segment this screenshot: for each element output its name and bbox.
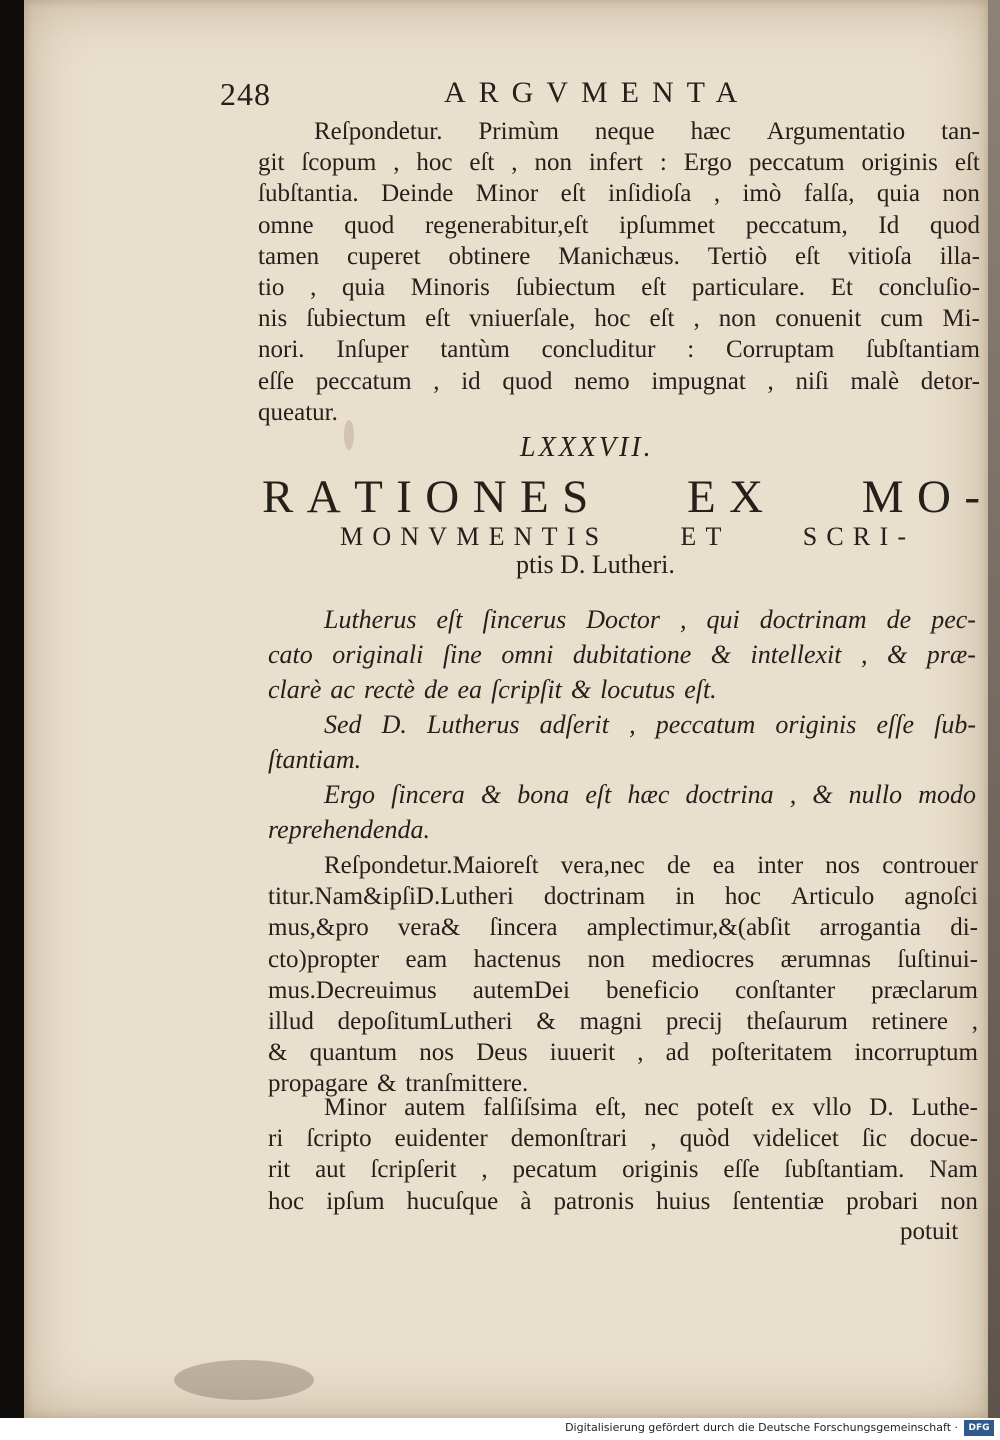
word: Id: [878, 211, 900, 239]
word: hoc: [594, 305, 631, 333]
word: peccatum,: [745, 211, 848, 239]
text-line: [268, 1006, 978, 1037]
word: &: [887, 640, 908, 669]
word: eſt: [954, 149, 980, 177]
section-title-line-3: ptis D. Lutheri.: [516, 550, 675, 579]
word: magni: [579, 1007, 643, 1035]
word: cto)propter: [268, 945, 380, 973]
word: ,: [693, 305, 700, 333]
word: euidenter: [394, 1125, 488, 1153]
word: originis: [622, 1156, 699, 1184]
word: ſic: [861, 1125, 887, 1153]
title-word: M O -: [861, 471, 982, 523]
text-line: [268, 777, 976, 812]
word: Sed: [324, 710, 362, 739]
word: modo: [918, 780, 976, 809]
word: Articulo: [790, 883, 875, 911]
text-line: [258, 178, 980, 209]
word: videlicet: [752, 1125, 839, 1153]
text-line: [268, 1123, 978, 1154]
word: nis: [258, 305, 288, 333]
text-line: [258, 272, 980, 303]
word: detor-: [920, 367, 980, 395]
word: ſcopum: [301, 149, 377, 177]
word: ,: [861, 640, 868, 669]
word: Manichæus.: [558, 242, 680, 270]
word: peccatum: [748, 149, 845, 177]
section-number: LXXXVII.: [520, 432, 654, 463]
word: ,: [650, 1125, 657, 1153]
word: Ergo: [683, 149, 732, 177]
word: infert: [588, 149, 643, 177]
word: qui: [706, 605, 740, 634]
word: ſub-: [934, 710, 976, 739]
word: ,: [310, 273, 317, 301]
word: ,: [433, 367, 440, 395]
word: poſteritatem: [711, 1039, 833, 1067]
word: vniuerſale,: [469, 305, 576, 333]
word: ,: [481, 1156, 488, 1184]
word: ,: [393, 149, 400, 177]
word: ea: [457, 675, 483, 704]
scan-left-border: [0, 0, 24, 1418]
word: arrogantia: [819, 914, 922, 942]
word: ,: [767, 367, 774, 395]
text-line: [268, 707, 976, 742]
text-line: [268, 850, 978, 881]
text-line: [258, 241, 980, 272]
word: tranſmittere.: [405, 1070, 529, 1098]
word: ri: [268, 1125, 284, 1153]
text-line: [258, 334, 980, 365]
word: eam: [405, 945, 448, 973]
word: non: [587, 945, 626, 973]
word: ,: [971, 1007, 978, 1035]
word: regenerabitur,eſt: [424, 211, 589, 239]
word: eſſe: [258, 367, 295, 395]
word: dubitatione: [572, 640, 692, 669]
word: probari: [846, 1187, 919, 1215]
word: pec-: [931, 605, 976, 634]
word: quod: [502, 367, 553, 395]
word: ſententiæ: [732, 1187, 825, 1215]
word: inſidioſa: [608, 180, 692, 208]
word: demonſtrari: [510, 1125, 628, 1153]
word: vera&: [397, 914, 461, 942]
word: &: [376, 1070, 397, 1098]
dfg-logo: DFG: [964, 1420, 994, 1436]
word: queatur.: [258, 398, 338, 426]
word: ſuſtinui-: [897, 945, 978, 973]
word: Nam: [929, 1156, 978, 1184]
word: omni: [501, 640, 554, 669]
title-word: R A T I O N E S: [262, 471, 591, 523]
word: doctrinam: [759, 605, 867, 634]
word: intellexit: [750, 640, 842, 669]
word: tan-: [941, 118, 980, 145]
word: ſubiectum: [306, 305, 407, 333]
word: nos: [419, 1039, 455, 1067]
word: impugnat: [651, 367, 746, 395]
word: bona: [517, 780, 570, 809]
word: &: [268, 1039, 288, 1067]
word: autemDei: [472, 976, 570, 1004]
word: controuer: [882, 852, 978, 879]
running-head: [220, 76, 960, 116]
word: Ergo: [324, 780, 376, 809]
word: adſerit: [539, 710, 609, 739]
word: ſine: [442, 640, 482, 669]
word: :: [687, 336, 695, 364]
word: ,: [713, 180, 721, 208]
word: ,: [789, 780, 797, 809]
word: ſincera: [489, 914, 558, 942]
word: poteſt: [696, 1094, 754, 1121]
word: originis: [775, 710, 857, 739]
word: Reſpondetur.Maioreſt: [324, 852, 539, 879]
word: eſt: [794, 242, 820, 270]
word: ſubſtantiam.: [784, 1156, 905, 1184]
word: eſt: [585, 780, 612, 809]
page-stain: [174, 1360, 314, 1400]
word: titur.Nam&ipſiD.Lutheri: [268, 883, 514, 911]
text-line: [268, 672, 976, 707]
word: :: [659, 149, 667, 177]
word: nullo: [848, 780, 903, 809]
word: beneficio: [606, 976, 700, 1004]
word: hoc: [416, 149, 453, 177]
word: ſubſtantia.: [258, 180, 359, 208]
word: omne: [258, 211, 314, 239]
word: falſiſsima: [483, 1094, 578, 1121]
word: particulare.: [691, 273, 806, 301]
word: præclarum: [871, 976, 978, 1004]
word: ex: [771, 1094, 795, 1121]
word: concluditur: [541, 336, 656, 364]
text-line: [258, 366, 980, 397]
word: git: [258, 149, 285, 177]
word: Argumentatio: [766, 118, 906, 145]
word: malè: [850, 367, 900, 395]
word: ea: [712, 852, 735, 879]
text-line: [268, 1186, 978, 1217]
footer-credit: Digitalisierung gefördert durch die Deutsche Forschungsgemeinschaft ·: [565, 1421, 958, 1434]
word: reprehendenda.: [268, 815, 430, 844]
word: Minoris: [410, 273, 490, 301]
word: id: [461, 367, 481, 395]
word: ſubſtantiam: [866, 336, 980, 364]
word: huius: [656, 1187, 711, 1215]
word: Et: [830, 273, 853, 301]
text-line: [268, 944, 978, 975]
word: di-: [950, 914, 978, 942]
word: Inſuper: [336, 336, 409, 364]
digitization-footer: [0, 1418, 1000, 1440]
word: ærumnas: [780, 945, 871, 973]
scan-right-border: [988, 0, 1000, 1418]
word: ſcripſerit: [370, 1156, 457, 1184]
word: tamen: [258, 242, 320, 270]
word: quod: [929, 211, 980, 239]
text-line: [258, 210, 980, 241]
syllogism: [268, 602, 976, 847]
word: agnoſci: [904, 883, 978, 911]
word: de: [666, 852, 691, 879]
title-word: E X: [686, 471, 766, 523]
word: ſincera: [391, 780, 465, 809]
text-line: [258, 397, 980, 428]
word: Deus: [476, 1039, 528, 1067]
word: Mi-: [942, 305, 980, 333]
word: amplectimur,&(abſit: [586, 914, 791, 942]
word: conuenit: [775, 305, 862, 333]
word: pecatum: [512, 1156, 598, 1184]
word: cum: [880, 305, 924, 333]
word: retinere: [871, 1007, 948, 1035]
word: theſaurum: [746, 1007, 848, 1035]
word: de: [423, 675, 449, 704]
word: nemo: [574, 367, 630, 395]
word: hoc: [724, 883, 761, 911]
word: illud: [268, 1007, 314, 1035]
catchword: potuit: [900, 1218, 959, 1245]
word: non: [718, 305, 757, 333]
word: Lutherus: [427, 710, 520, 739]
word: de: [886, 605, 912, 634]
text-line: [258, 303, 980, 334]
word: ,: [637, 1039, 644, 1067]
text-line: [268, 912, 978, 943]
word: quòd: [679, 1125, 730, 1153]
word: mediocres: [651, 945, 755, 973]
text-line: [268, 881, 978, 912]
paragraph-2: [268, 850, 978, 1100]
word: Minor: [475, 180, 539, 208]
word: originali: [332, 640, 424, 669]
word: concluſio-: [878, 273, 980, 301]
word: iuuerit: [549, 1039, 616, 1067]
text-line: [258, 147, 980, 178]
word: ,: [511, 149, 518, 177]
word: tio: [258, 273, 285, 301]
word: inter: [757, 852, 804, 879]
word: Tertiò: [707, 242, 768, 270]
word: ſincerus: [482, 605, 567, 634]
text-line: [258, 116, 980, 147]
word: præ-: [926, 640, 976, 669]
word: Minor: [324, 1094, 387, 1121]
word: hæc: [690, 118, 731, 145]
text-line: [268, 975, 978, 1006]
text-line: [268, 602, 976, 637]
word: Corruptam: [725, 336, 835, 364]
word: obtinere: [448, 242, 531, 270]
text-line: [268, 1037, 978, 1068]
word: &: [480, 780, 502, 809]
word: depoſitumLutheri: [337, 1007, 513, 1035]
word: &: [812, 780, 833, 809]
word: ,: [629, 710, 636, 739]
word: nori.: [258, 336, 305, 364]
word: hactenus: [473, 945, 562, 973]
word: autem: [404, 1094, 466, 1121]
text-line: [268, 637, 976, 672]
word: vera,nec: [560, 852, 645, 879]
title-word: M O N V M E N T I S: [340, 522, 602, 551]
text-line: [268, 812, 976, 847]
word: ad: [665, 1039, 690, 1067]
word: originis: [861, 149, 938, 177]
word: incorruptum: [854, 1039, 978, 1067]
word: non: [942, 180, 980, 208]
word: &: [570, 675, 592, 704]
word: &: [710, 640, 732, 669]
word: D.: [869, 1094, 894, 1121]
word: eſt: [469, 149, 495, 177]
word: falſa,: [803, 180, 855, 208]
word: peccatum: [655, 710, 756, 739]
word: quod: [344, 211, 395, 239]
word: niſi: [795, 367, 829, 395]
text-line: [268, 1154, 978, 1185]
word: cato: [268, 640, 313, 669]
word: D.: [381, 710, 407, 739]
word: nec: [644, 1094, 679, 1121]
word: Lutherus: [324, 605, 417, 634]
word: nos: [825, 852, 860, 879]
word: clarè: [268, 675, 322, 704]
word: ſubiectum: [515, 273, 616, 301]
word: vllo: [812, 1094, 852, 1121]
word: imò: [742, 180, 782, 208]
paragraph-3: [268, 1092, 978, 1217]
word: conſtanter: [735, 976, 836, 1004]
word: cuperet: [347, 242, 421, 270]
word: ipſummet: [619, 211, 715, 239]
title-word: E T: [680, 522, 724, 551]
word: rit: [268, 1156, 291, 1184]
word: ſcripto: [306, 1125, 372, 1153]
word: Luthe-: [911, 1094, 978, 1121]
word: doctrina: [685, 780, 774, 809]
word: eſt: [641, 273, 667, 301]
word: in: [675, 883, 695, 911]
word: Deinde: [381, 180, 454, 208]
word: eſt: [425, 305, 451, 333]
section-title-line-1: [262, 470, 982, 524]
text-line: [268, 1092, 978, 1123]
word: docue-: [909, 1125, 978, 1153]
word: mus.Decreuimus: [268, 976, 437, 1004]
word: non: [534, 149, 572, 177]
word: illa-: [939, 242, 980, 270]
word: hoc: [268, 1187, 305, 1215]
word: quia: [876, 180, 920, 208]
word: tantùm: [440, 336, 510, 364]
word: quia: [342, 273, 386, 301]
word: eſt: [649, 305, 675, 333]
word: eſſe: [723, 1156, 760, 1184]
word: eſſe: [876, 710, 914, 739]
word: eſt: [560, 180, 586, 208]
word: quantum: [309, 1039, 398, 1067]
word: hæc: [627, 780, 670, 809]
word: non: [940, 1187, 978, 1215]
word: ſcripſit: [491, 675, 562, 704]
word: Primùm: [478, 118, 559, 145]
title-word: S C R I -: [802, 522, 908, 551]
word: peccatum: [315, 367, 412, 395]
word: patronis: [553, 1187, 635, 1215]
word: eſt,: [595, 1094, 627, 1121]
word: eſt.: [684, 675, 717, 704]
text-line: [268, 742, 976, 777]
word: doctrinam: [543, 883, 646, 911]
word: locutus: [600, 675, 676, 704]
word: Reſpondetur.: [314, 118, 443, 145]
word: neque: [594, 118, 655, 145]
word: propagare: [268, 1070, 368, 1098]
word: &: [536, 1007, 556, 1035]
word: hucuſque: [406, 1187, 499, 1215]
paragraph-1: [258, 116, 980, 428]
word: ſtantiam.: [268, 745, 362, 774]
word: ipſum: [326, 1187, 385, 1215]
word: rectè: [363, 675, 415, 704]
word: eſt: [436, 605, 463, 634]
word: à: [520, 1187, 532, 1215]
word: mus,&pro: [268, 914, 369, 942]
running-title: ARGVMENTA: [444, 76, 751, 109]
word: Doctor: [586, 605, 660, 634]
word: ,: [679, 605, 687, 634]
word: aut: [315, 1156, 346, 1184]
page-number: 248: [220, 76, 271, 112]
word: ac: [330, 675, 355, 704]
word: vitioſa: [847, 242, 912, 270]
word: precij: [665, 1007, 723, 1035]
section-title-line-2: [340, 522, 908, 552]
